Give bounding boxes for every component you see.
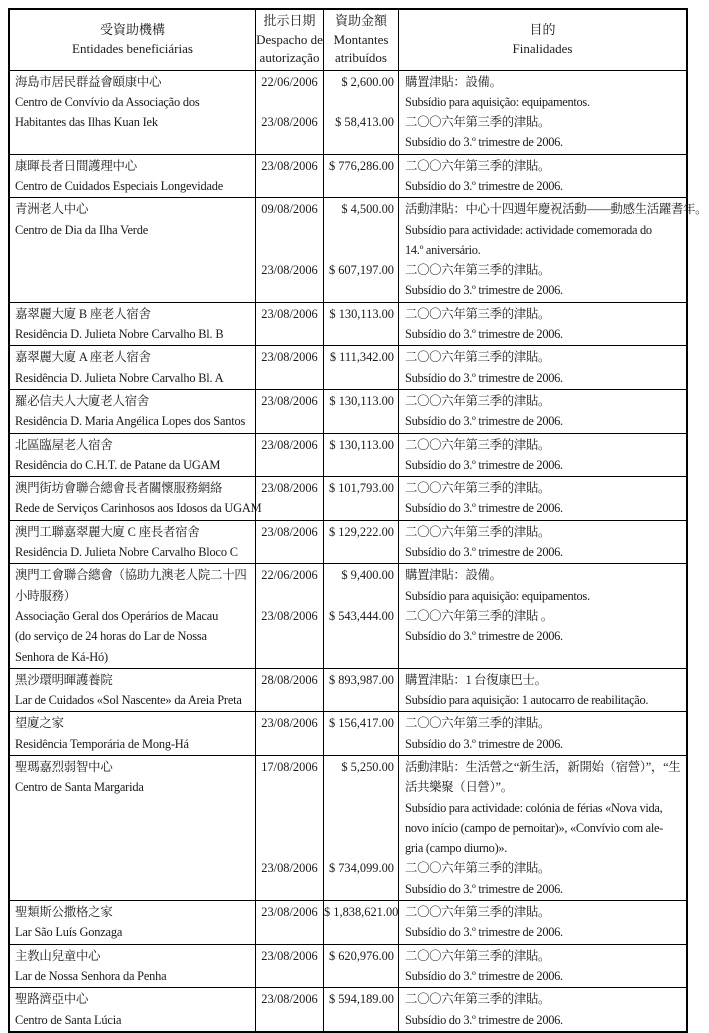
amount-value: [324, 220, 394, 240]
purpose-line: 二〇〇六年第三季的津貼。: [405, 481, 551, 496]
purpose-line: Subsídio do 3.º trimestre de 2006.: [405, 881, 563, 896]
table-row: [10, 476, 686, 520]
entity-line: 羅必信夫人大廈老人宿舍: [15, 393, 150, 408]
purpose-line: Subsídio para aquisição: 1 autocarro de reabilitação.: [405, 693, 649, 708]
date-value: [256, 647, 323, 667]
entity-line: 主教山兒童中心: [15, 948, 101, 963]
amount-value: $ 2,600.00: [341, 74, 394, 89]
table-row: [10, 389, 686, 433]
purpose-cell: [398, 945, 686, 988]
entity-line: Residência D. Julieta Nobre Carvalho Bloco C: [15, 545, 238, 560]
header-entity-pt: Entidades beneficiárias: [72, 40, 193, 56]
entity-line: Centro de Santa Margarida: [15, 780, 144, 795]
amount-value: $ 4,500.00: [341, 202, 394, 217]
purpose-cell: [398, 669, 686, 712]
date-value: [256, 966, 323, 986]
date-value: 23/08/2006: [261, 716, 318, 731]
amount-cell: [323, 901, 398, 944]
date-value: 23/08/2006: [261, 524, 318, 539]
entity-line: Senhora de Ká-Hó): [15, 649, 108, 664]
amount-cell: [323, 198, 398, 301]
entity-cell: [10, 945, 255, 988]
date-value: [256, 626, 323, 646]
date-value: [256, 798, 323, 818]
entity-line: 澳門工聯嘉翠麗大廈 C 座長者宿舍: [15, 524, 200, 539]
purpose-line: 二〇〇六年第三季的津貼。: [405, 350, 551, 365]
date-cell: [255, 521, 323, 564]
purpose-cell: [398, 303, 686, 346]
entity-line: 黑沙環明暉護養院: [15, 672, 113, 687]
amount-value: $ 734,099.00: [328, 861, 394, 876]
amount-value: [324, 734, 394, 754]
amount-value: [324, 586, 394, 606]
purpose-line: 二〇〇六年第三季的津貼。: [405, 306, 551, 321]
date-value: [256, 690, 323, 710]
purpose-line: Subsídio do 3.º trimestre de 2006.: [405, 501, 563, 516]
purpose-cell: [398, 477, 686, 520]
purpose-cell: [398, 712, 686, 755]
entity-line: 小時服務）: [15, 588, 76, 603]
entity-line: 青洲老人中心: [15, 202, 89, 217]
date-value: 23/08/2006: [261, 608, 318, 623]
entity-cell: [10, 434, 255, 477]
purpose-line: 活動津貼：中心十四週年慶祝活動——動感生活躍耆年。: [405, 202, 708, 217]
table-row: [10, 755, 686, 900]
purpose-line: Subsídio do 3.º trimestre de 2006.: [405, 629, 563, 644]
amount-value: $ 620,976.00: [328, 948, 394, 963]
entity-line: Residência D. Julieta Nobre Carvalho Bl. B: [15, 327, 224, 342]
entity-line: 聖類斯公撒格之家: [15, 905, 113, 920]
amount-cell: [323, 71, 398, 154]
amount-cell: [323, 712, 398, 755]
amount-cell: [323, 521, 398, 564]
date-value: 23/08/2006: [261, 905, 318, 920]
entity-cell: [10, 477, 262, 520]
header-amount-pt-2: atribuídos: [335, 50, 387, 65]
date-cell: [255, 669, 323, 712]
purpose-line: Subsídio do 3.º trimestre de 2006.: [405, 370, 563, 385]
purpose-line: Subsídio do 3.º trimestre de 2006.: [405, 736, 563, 751]
amount-value: $ 594,189.00: [328, 992, 394, 1007]
date-cell: [255, 71, 323, 154]
entity-cell: [10, 155, 255, 198]
amount-value: $ 130,113.00: [329, 437, 394, 452]
entity-line: 康暉長者日間護理中心: [15, 158, 137, 173]
purpose-line: Subsídio do 3.º trimestre de 2006.: [405, 457, 563, 472]
table-header: [10, 10, 686, 71]
table-rows: [10, 71, 708, 1031]
entity-line: Lar de Nossa Senhora da Penha: [15, 968, 167, 983]
amount-value: [324, 838, 394, 858]
amount-cell: [323, 303, 398, 346]
amount-value: [324, 132, 394, 152]
amount-value: [324, 626, 394, 646]
entity-line: Rede de Serviços Carinhosos aos Idosos da UGAM: [15, 501, 262, 516]
amount-value: $ 101,793.00: [328, 481, 394, 496]
entity-line: 澳門街坊會聯合總會長者關懷服務網絡: [15, 481, 223, 496]
purpose-line: 二〇〇六年第三季的津貼 。: [405, 608, 553, 623]
amount-cell: [323, 390, 398, 433]
entity-cell: [10, 756, 255, 900]
header-purpose-pt: Finalidades: [512, 40, 573, 56]
amount-value: [324, 818, 394, 838]
entity-line: Residência D. Maria Angélica Lopes dos Santos: [15, 414, 246, 429]
amount-value: [324, 368, 394, 388]
entity-cell: [10, 564, 255, 667]
date-cell: [255, 346, 323, 389]
purpose-cell: [398, 155, 686, 198]
purpose-line: Subsídio do 3.º trimestre de 2006.: [405, 968, 563, 983]
date-cell: [255, 901, 323, 944]
purpose-line: Subsídio do 3.º trimestre de 2006.: [405, 545, 563, 560]
date-value: [256, 777, 323, 797]
amount-value: [324, 1010, 394, 1030]
amount-value: $ 893,987.00: [328, 672, 394, 687]
amount-value: $ 9,400.00: [341, 568, 394, 583]
date-value: 23/08/2006: [261, 350, 318, 365]
date-value: [256, 879, 323, 899]
subsidy-table: [8, 8, 708, 1033]
date-cell: [255, 477, 323, 520]
amount-value: [324, 690, 394, 710]
date-cell: [255, 390, 323, 433]
date-cell: [255, 712, 323, 755]
date-value: [256, 818, 323, 838]
header-purpose-column: [398, 10, 686, 70]
purpose-line: Subsídio para aquisição: equipamentos.: [405, 588, 590, 603]
amount-value: $ 156,417.00: [328, 716, 394, 731]
purpose-line: Subsídio do 3.º trimestre de 2006.: [405, 414, 563, 429]
table-row: [10, 563, 686, 667]
entity-line: Habitantes das Ilhas Kuan Iek: [15, 115, 158, 130]
purpose-line: Subsídio do 3.º trimestre de 2006.: [405, 135, 563, 150]
table-row: [10, 711, 686, 755]
amount-value: [324, 280, 394, 300]
purpose-line: Subsídio do 3.º trimestre de 2006.: [405, 178, 563, 193]
purpose-line: Subsídio do 3.º trimestre de 2006.: [405, 283, 563, 298]
entity-line: Lar São Luís Gonzaga: [15, 925, 123, 940]
purpose-line: 二〇〇六年第三季的津貼。: [405, 115, 551, 130]
amount-cell: [323, 945, 398, 988]
date-value: 23/08/2006: [261, 263, 318, 278]
date-cell: [255, 756, 323, 900]
amount-value: [324, 879, 394, 899]
date-value: 23/08/2006: [261, 992, 318, 1007]
purpose-line: 二〇〇六年第三季的津貼。: [405, 437, 551, 452]
date-value: [256, 542, 323, 562]
amount-value: $ 58,413.00: [335, 115, 394, 130]
amount-value: [324, 92, 394, 112]
purpose-line: 購置津貼：設備。: [405, 568, 502, 583]
entity-line: 聖路濟亞中心: [15, 992, 89, 1007]
amount-value: [324, 240, 394, 260]
purpose-line: Subsídio do 3.º trimestre de 2006.: [405, 1012, 563, 1027]
entity-line: Centro de Dia da Ilha Verde: [15, 222, 149, 237]
purpose-line: Subsídio do 3.º trimestre de 2006.: [405, 925, 563, 940]
purpose-cell: [398, 756, 686, 900]
date-value: [256, 922, 323, 942]
purpose-line: 14.º aniversário.: [405, 242, 481, 257]
entity-cell: [10, 198, 255, 301]
header-date-column: [255, 10, 323, 70]
header-date-pt-2: autorização: [259, 50, 320, 65]
entity-line: Residência Temporária de Mong-Há: [15, 736, 189, 751]
table-row: [10, 302, 686, 346]
date-value: [256, 498, 323, 518]
amount-cell: [323, 346, 398, 389]
entity-line: Residência D. Julieta Nobre Carvalho Bl. A: [15, 370, 224, 385]
purpose-line: novo início (campo de pernoitar)», «Convívio com ale-: [405, 820, 663, 835]
amount-value: [324, 176, 394, 196]
entity-cell: [10, 346, 255, 389]
date-value: [256, 838, 323, 858]
purpose-cell: [398, 521, 686, 564]
date-value: [256, 368, 323, 388]
entity-line: (do serviço de 24 horas do Lar de Nossa: [15, 629, 207, 644]
entity-line: Residência do C.H.T. de Patane da UGAM: [15, 457, 221, 472]
purpose-line: 購置津貼：1 台復康巴士。: [405, 672, 547, 687]
table-row: [10, 900, 686, 944]
amount-value: [324, 966, 394, 986]
date-value: [256, 455, 323, 475]
table-row: [10, 433, 686, 477]
date-value: 23/08/2006: [261, 481, 318, 496]
date-value: [256, 176, 323, 196]
purpose-line: 二〇〇六年第三季的津貼。: [405, 861, 551, 876]
purpose-line: Subsídio para aquisição: equipamentos.: [405, 94, 590, 109]
amount-value: [324, 542, 394, 562]
amount-value: [324, 922, 394, 942]
date-value: [256, 92, 323, 112]
entity-cell: [10, 712, 255, 755]
table-row: [10, 520, 686, 564]
entity-line: Associação Geral dos Operários de Macau: [15, 608, 219, 623]
amount-cell: [323, 988, 398, 1031]
entity-line: Lar de Cuidados «Sol Nascente» da Areia Preta: [15, 693, 242, 708]
date-value: [256, 1010, 323, 1030]
date-value: 23/08/2006: [261, 393, 318, 408]
date-value: 23/08/2006: [261, 115, 318, 130]
entity-line: Centro de Cuidados Especiais Longevidade: [15, 178, 224, 193]
purpose-line: 二〇〇六年第三季的津貼。: [405, 948, 551, 963]
header-entity-zh: 受資助機構: [99, 22, 165, 38]
amount-value: [324, 647, 394, 667]
purpose-line: 活共樂聚（日營）”。: [405, 780, 513, 795]
date-cell: [255, 303, 323, 346]
purpose-line: Subsídio para actividade: colónia de férias «Nova vida,: [405, 800, 663, 815]
purpose-cell: [398, 434, 686, 477]
amount-value: [324, 324, 394, 344]
header-amount-column: [323, 10, 398, 70]
amount-value: [324, 777, 394, 797]
purpose-cell: [398, 346, 686, 389]
entity-cell: [10, 71, 255, 154]
entity-cell: [10, 303, 255, 346]
purpose-cell: [398, 71, 686, 154]
entity-line: 海島市居民群益會頤康中心: [15, 74, 162, 89]
amount-cell: [323, 756, 398, 900]
header-date-pt-1: Despacho de: [256, 31, 323, 47]
entity-line: 望廈之家: [15, 716, 64, 731]
header-purpose-zh: 目的: [529, 22, 556, 38]
entity-line: 嘉翠麗大廈 A 座老人宿舍: [15, 350, 151, 365]
purpose-line: 二〇〇六年第三季的津貼。: [405, 393, 551, 408]
date-cell: [255, 198, 323, 301]
header-date-zh: 批示日期: [263, 13, 316, 28]
amount-value: $ 543,444.00: [328, 608, 394, 623]
amount-value: $ 5,250.00: [341, 760, 394, 774]
table-row: [10, 987, 686, 1031]
date-value: 23/08/2006: [261, 437, 318, 452]
purpose-cell: [398, 390, 686, 433]
table-row: [10, 668, 686, 712]
amount-cell: [323, 564, 398, 667]
date-cell: [255, 988, 323, 1031]
entity-cell: [10, 669, 255, 712]
purpose-line: 二〇〇六年第三季的津貼。: [405, 905, 551, 920]
purpose-cell: [398, 988, 686, 1031]
purpose-line: 購置津貼：設備。: [405, 74, 502, 89]
amount-value: [324, 498, 394, 518]
entity-cell: [10, 988, 255, 1031]
date-value: [256, 734, 323, 754]
date-cell: [255, 945, 323, 988]
date-value: 23/08/2006: [261, 861, 318, 876]
entity-cell: [10, 390, 255, 433]
header-amount-zh: 資助金額: [334, 13, 387, 28]
entity-line: 北區臨屋老人宿舍: [15, 437, 113, 452]
purpose-cell: [398, 198, 709, 301]
amount-cell: [323, 477, 398, 520]
date-value: [256, 220, 323, 240]
amount-value: $ 1,838,621.00: [324, 905, 399, 920]
purpose-line: 二〇〇六年第三季的津貼。: [405, 992, 551, 1007]
purpose-line: 活動津貼：生活營之“新生活，新開始（宿營）”，“生: [405, 760, 681, 774]
date-value: 22/06/2006: [261, 568, 318, 583]
purpose-cell: [398, 901, 686, 944]
amount-value: $ 130,113.00: [329, 393, 394, 408]
purpose-line: 二〇〇六年第三季的津貼。: [405, 263, 551, 278]
date-value: 09/08/2006: [261, 202, 318, 217]
date-value: [256, 411, 323, 431]
entity-cell: [10, 521, 255, 564]
date-cell: [255, 434, 323, 477]
purpose-line: Subsídio para actividade: actividade comemorada do: [405, 222, 652, 237]
entity-line: 嘉翠麗大廈 B 座老人宿舍: [15, 306, 151, 321]
table-row: [10, 71, 686, 154]
purpose-line: gria (campo diurno)».: [405, 841, 508, 856]
date-cell: [255, 155, 323, 198]
amount-value: [324, 455, 394, 475]
entity-line: Centro de Santa Lúcia: [15, 1012, 122, 1027]
purpose-line: Subsídio do 3.º trimestre de 2006.: [405, 327, 563, 342]
entity-line: 澳門工會聯合總會（協助九澳老人院二十四: [15, 568, 247, 583]
date-value: [256, 586, 323, 606]
entity-line: 聖瑪嘉烈弱智中心: [15, 760, 113, 774]
amount-value: $ 607,197.00: [328, 263, 394, 278]
entity-cell: [10, 901, 255, 944]
amount-value: [324, 411, 394, 431]
amount-value: $ 129,222.00: [328, 524, 394, 539]
purpose-line: 二〇〇六年第三季的津貼。: [405, 524, 551, 539]
table-row: [10, 154, 686, 198]
entity-line: Centro de Convívio da Associação dos: [15, 94, 200, 109]
purpose-line: 二〇〇六年第三季的津貼。: [405, 158, 551, 173]
amount-value: $ 130,113.00: [329, 306, 394, 321]
amount-value: $ 776,286.00: [328, 158, 394, 173]
table-row: [10, 345, 686, 389]
date-cell: [255, 564, 323, 667]
amount-cell: [323, 155, 398, 198]
date-value: [256, 280, 323, 300]
amount-cell: [323, 669, 398, 712]
date-value: [256, 324, 323, 344]
table-row: [10, 197, 708, 301]
date-value: 23/08/2006: [261, 306, 318, 321]
amount-cell: [323, 434, 398, 477]
date-value: [256, 132, 323, 152]
purpose-line: 二〇〇六年第三季的津貼。: [405, 716, 551, 731]
date-value: [256, 240, 323, 260]
header-amount-pt-1: Montantes: [333, 31, 389, 47]
table-row: [10, 944, 686, 988]
amount-value: [324, 798, 394, 818]
date-value: 23/08/2006: [261, 948, 318, 963]
purpose-cell: [398, 564, 686, 667]
date-value: 22/06/2006: [261, 74, 318, 89]
header-entity-column: [10, 10, 255, 70]
date-value: 28/08/2006: [261, 672, 318, 687]
amount-value: $ 111,342.00: [329, 350, 394, 365]
date-value: 17/08/2006: [261, 760, 318, 774]
date-value: 23/08/2006: [261, 158, 318, 173]
